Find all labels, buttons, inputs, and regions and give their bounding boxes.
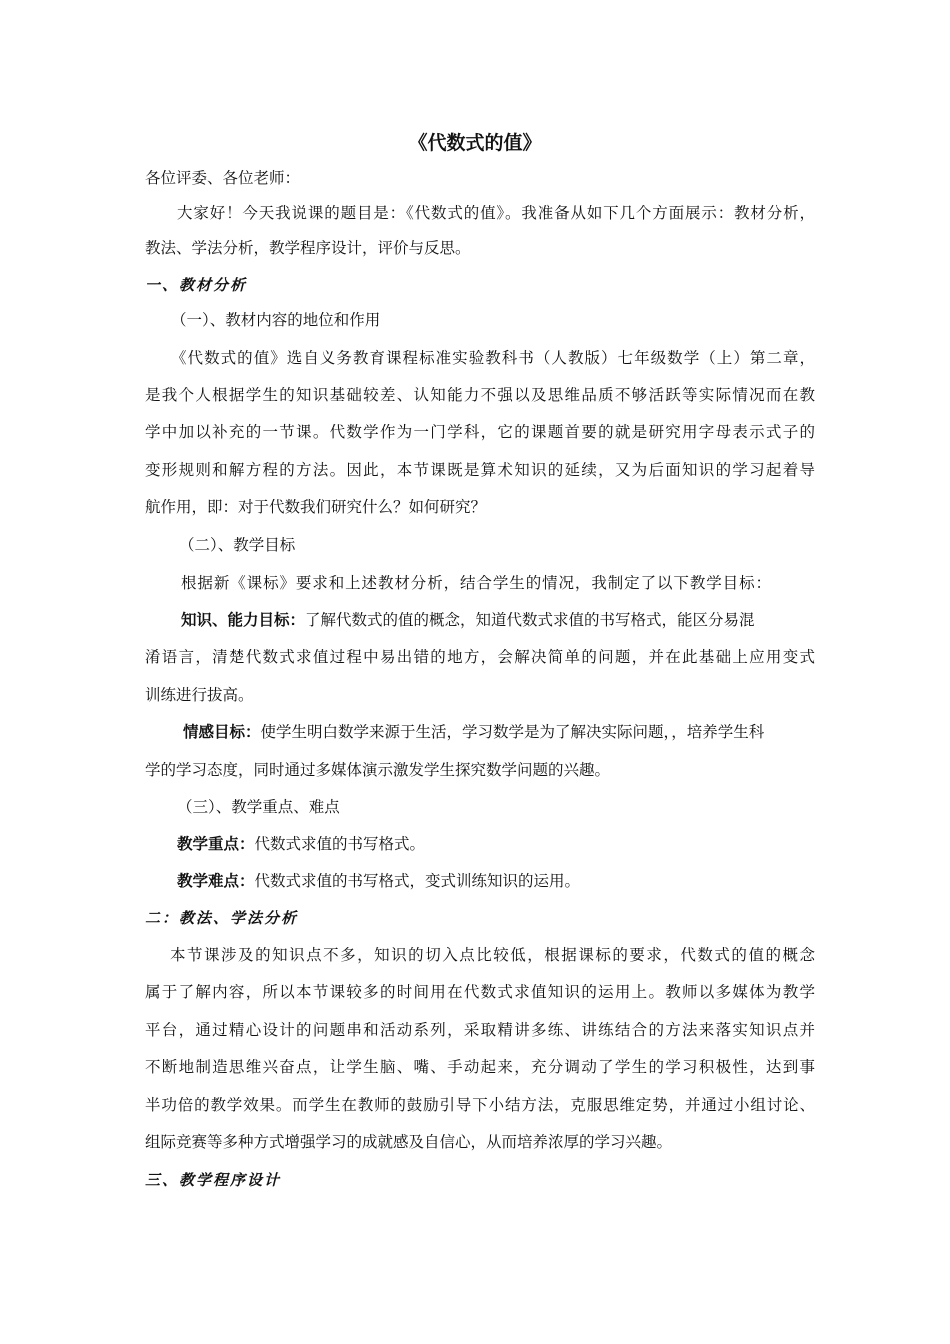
document-title: 《代数式的值》 bbox=[408, 132, 542, 154]
sub2-intro: 根据新《课标》要求和上述教材分析，结合学生的情况，我制定了以下教学目标： bbox=[181, 574, 771, 592]
section3-heading: 三、教学程序设计 bbox=[145, 1171, 282, 1189]
sub1-line-3: 学中加以补充的一节课。代数学作为一门学科，它的课题首要的就是研究用字母表示式子的 bbox=[145, 423, 815, 441]
emotion-goal-line-1 bbox=[183, 722, 815, 742]
knowledge-goal-text: 了解代数式的值的概念，知道代数式求值的书写格式，能区分易混 bbox=[305, 611, 755, 629]
greeting: 各位评委、各位老师： bbox=[145, 169, 301, 187]
section1-heading: 一、教材分析 bbox=[145, 276, 248, 294]
sub1-line-1: 《代数式的值》选自义务教育课程标准实验教科书（人教版）七年级数学（上）第二章， bbox=[171, 349, 815, 367]
section1-sub2-heading: （二）、教学目标 bbox=[179, 536, 296, 554]
section2-line-5: 半功倍的教学效果。而学生在教师的鼓励引导下小结方法，克服思维定势，并通过小组讨论、 bbox=[145, 1096, 815, 1114]
sub1-line-2: 是我个人根据学生的知识基础较差、认知能力不强以及思维品质不够活跃等实际情况而在教 bbox=[145, 386, 815, 404]
knowledge-goal-line-1 bbox=[181, 610, 815, 630]
emotion-goal-label: 情感目标： bbox=[183, 722, 261, 741]
section1-sub1-heading: （一）、教材内容的地位和作用 bbox=[171, 311, 381, 329]
knowledge-goal-label: 知识、能力目标： bbox=[181, 610, 306, 629]
section2-heading: 二：教法、学法分析 bbox=[145, 909, 299, 927]
section2-line-6: 组际竞赛等多种方式增强学习的成就感及自信心，从而培养浓厚的学习兴趣。 bbox=[145, 1133, 673, 1151]
section1-sub3-heading: （三）、教学重点、难点 bbox=[177, 798, 340, 816]
knowledge-goal-line-3: 训练进行拔高。 bbox=[145, 686, 254, 704]
key-point-line bbox=[177, 834, 815, 854]
intro-line-2: 教法、学法分析，教学程序设计，评价与反思。 bbox=[145, 239, 471, 257]
emotion-goal-text: 使学生明白数学来源于生活，学习数学是为了解决实际问题，，培养学生科 bbox=[260, 723, 765, 741]
sub1-line-4: 变形规则和解方程的方法。因此，本节课既是算术知识的延续，又为后面知识的学习起着导 bbox=[145, 461, 815, 479]
difficulty-line bbox=[177, 871, 815, 891]
difficulty-label: 教学难点： bbox=[177, 871, 255, 890]
key-point-text: 代数式求值的书写格式。 bbox=[254, 835, 426, 853]
section2-line-3: 平台，通过精心设计的问题串和活动系列，采取精讲多练、讲练结合的方法来落实知识点并 bbox=[145, 1021, 815, 1039]
difficulty-text: 代数式求值的书写格式，变式训练知识的运用。 bbox=[254, 872, 581, 890]
intro-line-1: 大家好！今天我说课的题目是：《代数式的值》。我准备从如下几个方面展示：教材分析， bbox=[177, 204, 815, 222]
section2-line-1: 本节课涉及的知识点不多，知识的切入点比较低，根据课标的要求，代数式的值的概念 bbox=[170, 946, 815, 964]
emotion-goal-line-2: 学的学习态度，同时通过多媒体演示激发学生探究数学问题的兴趣。 bbox=[145, 761, 611, 779]
section2-line-4: 不断地制造思维兴奋点，让学生脑、嘴、手动起来，充分调动了学生的学习积极性，达到事 bbox=[145, 1058, 815, 1076]
section2-line-2: 属于了解内容，所以本节课较多的时间用在代数式求值知识的运用上。教师以多媒体为教学 bbox=[145, 983, 815, 1001]
key-point-label: 教学重点： bbox=[177, 834, 255, 853]
knowledge-goal-line-2: 淆语言，清楚代数式求值过程中易出错的地方，会解决简单的问题，并在此基础上应用变式 bbox=[145, 648, 815, 666]
sub1-line-5: 航作用，即：对于代数我们研究什么？如何研究？ bbox=[145, 498, 487, 516]
